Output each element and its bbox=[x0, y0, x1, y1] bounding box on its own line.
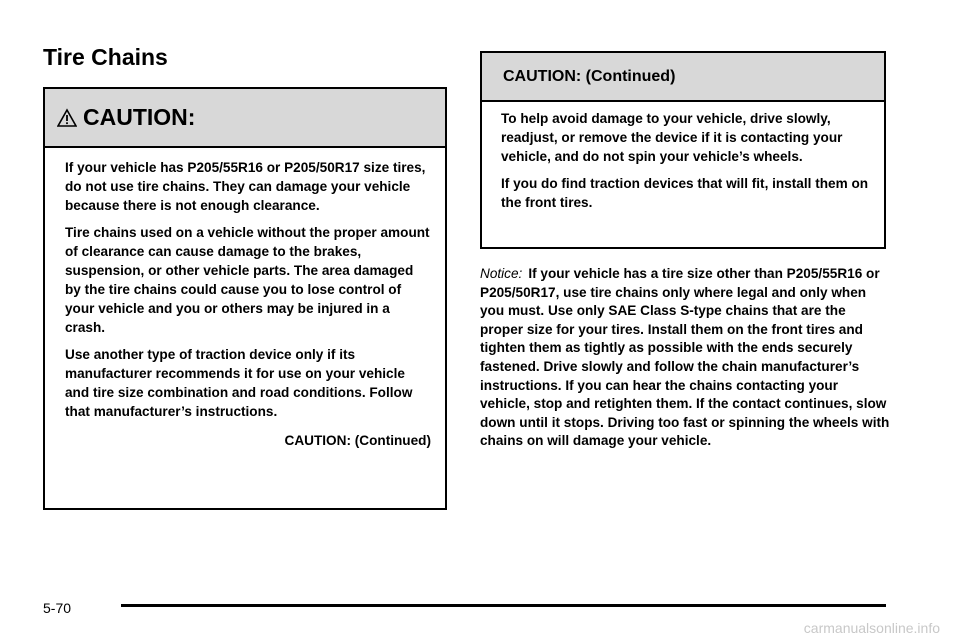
caution-paragraph: If your vehicle has P205/55R16 or P205/50R17 size tires, do not use tire chains. They can damage your vehicle because there is not enough clearance. bbox=[65, 160, 426, 213]
caution-header bbox=[45, 89, 445, 148]
watermark: carmanualsonline.info bbox=[803, 620, 940, 636]
caution-continued-box bbox=[480, 51, 886, 249]
page-title: Tire Chains bbox=[43, 44, 168, 70]
caution-continued-label: CAUTION: (Continued) bbox=[284, 433, 431, 448]
caution-continued-body bbox=[482, 102, 884, 212]
notice-text: If your vehicle has a tire size other than P205/55R16 or P205/50R17, use tire chains only where legal and only when you must. Use only SAE Class S-type chains that are the proper size for your tires. Install them on the front tires and tighten them as tightly as possible with the ends securely fastened. Drive slowly and follow the chain manufacturer’s instructions. If you can hear the chains contacting your vehicle, stop and retighten them. If the contact continues, slow down until it stops. Driving too fast or spinning the wheels with chains on will damage your vehicle. bbox=[480, 266, 890, 449]
caution-body bbox=[45, 148, 445, 450]
notice-paragraph bbox=[480, 265, 890, 451]
notice-label: Notice: bbox=[480, 266, 523, 281]
caution-paragraph: Tire chains used on a vehicle without the proper amount of clearance can cause damage to the brakes, suspension, or other vehicle parts. The area damaged by the tire chains could cause you to lose control of your vehicle and you or others may be injured in a crash. bbox=[65, 225, 430, 335]
caution-paragraph: Use another type of traction device only if its manufacturer recommends it for use on your vehicle and tire size combination and road conditions. Follow that manufacturer’s instructions. bbox=[65, 347, 413, 419]
footer-divider bbox=[121, 604, 886, 607]
warning-triangle-icon bbox=[57, 108, 77, 128]
caution-continued-header bbox=[482, 53, 884, 102]
caution-box bbox=[43, 87, 447, 510]
caution-paragraph: To help avoid damage to your vehicle, drive slowly, readjust, or remove the device if it is contacting your vehicle, and do not spin your vehicle’s wheels. bbox=[501, 111, 843, 164]
caution-continued-heading: CAUTION: (Continued) bbox=[503, 67, 676, 85]
caution-heading: CAUTION: bbox=[83, 104, 196, 130]
page-number: 5-70 bbox=[43, 600, 72, 616]
caution-paragraph: If you do find traction devices that will fit, install them on the front tires. bbox=[501, 176, 869, 210]
